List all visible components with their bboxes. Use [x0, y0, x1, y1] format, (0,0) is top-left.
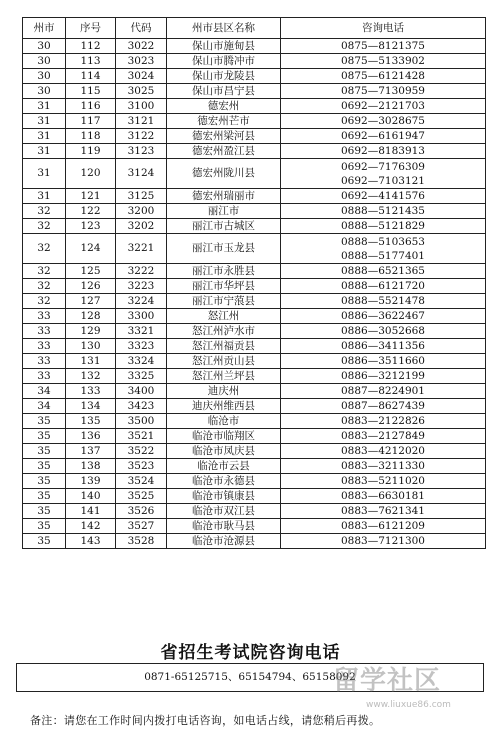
- phone-number: 0875—6121428: [341, 69, 425, 82]
- name-cell: 丽江市: [167, 204, 281, 219]
- phone-cell: [281, 234, 486, 264]
- prefecture-cell: 32: [23, 294, 66, 309]
- name-cell: 德宏州芒市: [167, 114, 281, 129]
- seq-cell: 142: [66, 519, 116, 534]
- code-cell: 3123: [116, 144, 167, 159]
- name-cell: 丽江市宁蒗县: [167, 294, 281, 309]
- name-cell: 德宏州陇川县: [167, 159, 281, 189]
- code-cell: 3500: [116, 414, 167, 429]
- table-row: [23, 459, 486, 474]
- code-cell: 3224: [116, 294, 167, 309]
- prefecture-cell: 35: [23, 519, 66, 534]
- phone-number: 0886—3622467: [341, 309, 425, 322]
- table-row: [23, 399, 486, 414]
- seq-cell: 134: [66, 399, 116, 414]
- table-header-row: [23, 18, 486, 39]
- prefecture-cell: 30: [23, 39, 66, 54]
- phone-number: 0883—7121300: [341, 534, 425, 547]
- seq-cell: 118: [66, 129, 116, 144]
- phone-cell: [281, 189, 486, 204]
- prefecture-cell: 31: [23, 189, 66, 204]
- phone-cell: [281, 474, 486, 489]
- header-code: 代码: [116, 18, 167, 39]
- name-cell: 临沧市耿马县: [167, 519, 281, 534]
- table-row: [23, 159, 486, 189]
- phone-number: 0888—5521478: [341, 294, 425, 307]
- contact-heading: 省招生考试院咨询电话: [160, 643, 341, 663]
- table-body: [23, 39, 486, 549]
- table-row: [23, 474, 486, 489]
- phone-cell: [281, 429, 486, 444]
- seq-cell: 128: [66, 309, 116, 324]
- code-cell: 3527: [116, 519, 167, 534]
- name-cell: 临沧市临翔区: [167, 429, 281, 444]
- seq-cell: 117: [66, 114, 116, 129]
- phone-cell: [281, 534, 486, 549]
- name-cell: 丽江市永胜县: [167, 264, 281, 279]
- name-cell: 怒江州兰坪县: [167, 369, 281, 384]
- table-row: [23, 354, 486, 369]
- code-cell: 3323: [116, 339, 167, 354]
- phone-cell: [281, 264, 486, 279]
- table-row: [23, 129, 486, 144]
- name-cell: 保山市昌宁县: [167, 84, 281, 99]
- phone-number: 0887—8627439: [341, 399, 425, 412]
- seq-cell: 139: [66, 474, 116, 489]
- code-cell: 3524: [116, 474, 167, 489]
- header-name: 州市县区名称: [167, 18, 281, 39]
- phone-number: 0883—2122826: [341, 414, 425, 427]
- phone-cell: [281, 99, 486, 114]
- name-cell: 临沧市双江县: [167, 504, 281, 519]
- seq-cell: 138: [66, 459, 116, 474]
- phone-number: 0692—6161947: [341, 129, 425, 142]
- phone-cell: [281, 204, 486, 219]
- code-cell: 3523: [116, 459, 167, 474]
- name-cell: 保山市施甸县: [167, 39, 281, 54]
- code-cell: 3221: [116, 234, 167, 264]
- name-cell: 怒江州贡山县: [167, 354, 281, 369]
- prefecture-cell: 32: [23, 234, 66, 264]
- code-cell: 3023: [116, 54, 167, 69]
- table-row: [23, 204, 486, 219]
- code-cell: 3100: [116, 99, 167, 114]
- prefecture-cell: 32: [23, 264, 66, 279]
- name-cell: 临沧市永德县: [167, 474, 281, 489]
- phone-cell: [281, 84, 486, 99]
- seq-cell: 136: [66, 429, 116, 444]
- table-row: [23, 369, 486, 384]
- prefecture-cell: 35: [23, 414, 66, 429]
- phone-cell: [281, 369, 486, 384]
- phone-number: 0887—8224901: [341, 384, 425, 397]
- phone-number: 0886—3411356: [341, 339, 425, 352]
- prefecture-cell: 34: [23, 384, 66, 399]
- name-cell: 临沧市凤庆县: [167, 444, 281, 459]
- phone-cell: [281, 444, 486, 459]
- footnote: 备注：请您在工作时间内拨打电话咨询，如电话占线，请您稍后再拨。: [30, 714, 381, 727]
- prefecture-cell: 32: [23, 204, 66, 219]
- name-cell: 临沧市沧源县: [167, 534, 281, 549]
- table-row: [23, 264, 486, 279]
- prefecture-cell: 33: [23, 354, 66, 369]
- phone-number: 0692—8183913: [341, 144, 425, 157]
- seq-cell: 141: [66, 504, 116, 519]
- code-cell: 3223: [116, 279, 167, 294]
- table-row: [23, 444, 486, 459]
- header-phone: 咨询电话: [281, 18, 486, 39]
- phone-number: 0888—5103653: [341, 235, 425, 248]
- name-cell: 临沧市: [167, 414, 281, 429]
- prefecture-cell: 34: [23, 399, 66, 414]
- phone-number: 0692—7103121: [341, 174, 425, 187]
- prefecture-cell: 30: [23, 54, 66, 69]
- name-cell: 德宏州瑞丽市: [167, 189, 281, 204]
- table-row: [23, 429, 486, 444]
- phone-cell: [281, 309, 486, 324]
- prefecture-cell: 31: [23, 129, 66, 144]
- code-cell: 3522: [116, 444, 167, 459]
- phone-number: 0888—5177401: [341, 249, 425, 262]
- code-cell: 3324: [116, 354, 167, 369]
- prefecture-cell: 31: [23, 144, 66, 159]
- phone-number: 0888—6121720: [341, 279, 425, 292]
- seq-cell: 120: [66, 159, 116, 189]
- prefecture-cell: 32: [23, 219, 66, 234]
- table-row: [23, 414, 486, 429]
- seq-cell: 124: [66, 234, 116, 264]
- seq-cell: 112: [66, 39, 116, 54]
- phone-cell: [281, 459, 486, 474]
- phone-cell: [281, 324, 486, 339]
- header-prefecture: 州市: [23, 18, 66, 39]
- code-cell: 3423: [116, 399, 167, 414]
- name-cell: 保山市龙陵县: [167, 69, 281, 84]
- seq-cell: 140: [66, 489, 116, 504]
- phone-number: 0888—5121435: [341, 204, 425, 217]
- code-cell: 3200: [116, 204, 167, 219]
- name-cell: 保山市腾冲市: [167, 54, 281, 69]
- seq-cell: 129: [66, 324, 116, 339]
- code-cell: 3222: [116, 264, 167, 279]
- prefecture-cell: 31: [23, 114, 66, 129]
- phone-number: 0883—5211020: [341, 474, 425, 487]
- phone-number: 0883—3211330: [341, 459, 425, 472]
- code-cell: 3124: [116, 159, 167, 189]
- seq-cell: 115: [66, 84, 116, 99]
- name-cell: 迪庆州维西县: [167, 399, 281, 414]
- phone-number: 0883—6121209: [341, 519, 425, 532]
- name-cell: 德宏州梁河县: [167, 129, 281, 144]
- seq-cell: 122: [66, 204, 116, 219]
- code-cell: 3300: [116, 309, 167, 324]
- phone-number: 0886—3511660: [341, 354, 425, 367]
- prefecture-cell: 31: [23, 159, 66, 189]
- seq-cell: 131: [66, 354, 116, 369]
- table-row: [23, 84, 486, 99]
- phone-cell: [281, 414, 486, 429]
- prefecture-cell: 33: [23, 339, 66, 354]
- phone-cell: [281, 219, 486, 234]
- table-row: [23, 384, 486, 399]
- name-cell: 丽江市古城区: [167, 219, 281, 234]
- phone-cell: [281, 129, 486, 144]
- phone-cell: [281, 519, 486, 534]
- name-cell: 临沧市镇康县: [167, 489, 281, 504]
- table-row: [23, 489, 486, 504]
- name-cell: 德宏州: [167, 99, 281, 114]
- contact-phones-box: 0871-65125715、65154794、65158092: [16, 663, 484, 692]
- consultation-phone-table: [22, 17, 486, 549]
- phone-number: 0875—5133902: [341, 54, 425, 67]
- seq-cell: 130: [66, 339, 116, 354]
- name-cell: 临沧市云县: [167, 459, 281, 474]
- code-cell: 3528: [116, 534, 167, 549]
- prefecture-cell: 30: [23, 84, 66, 99]
- prefecture-cell: 35: [23, 474, 66, 489]
- code-cell: 3024: [116, 69, 167, 84]
- phone-number: 0883—6630181: [341, 489, 425, 502]
- phone-number: 0692—4141576: [341, 189, 425, 202]
- prefecture-cell: 35: [23, 489, 66, 504]
- table-row: [23, 39, 486, 54]
- table-row: [23, 144, 486, 159]
- table-row: [23, 324, 486, 339]
- seq-cell: 116: [66, 99, 116, 114]
- phone-number: 0886—3052668: [341, 324, 425, 337]
- table-row: [23, 114, 486, 129]
- code-cell: 3325: [116, 369, 167, 384]
- phone-cell: [281, 294, 486, 309]
- code-cell: 3121: [116, 114, 167, 129]
- phone-cell: [281, 159, 486, 189]
- phone-cell: [281, 504, 486, 519]
- code-cell: 3525: [116, 489, 167, 504]
- code-cell: 3022: [116, 39, 167, 54]
- seq-cell: 135: [66, 414, 116, 429]
- phone-cell: [281, 354, 486, 369]
- table-row: [23, 189, 486, 204]
- seq-cell: 113: [66, 54, 116, 69]
- name-cell: 迪庆州: [167, 384, 281, 399]
- prefecture-cell: 35: [23, 429, 66, 444]
- phone-number: 0888—6521365: [341, 264, 425, 277]
- prefecture-cell: 35: [23, 504, 66, 519]
- phone-number: 0883—2127849: [341, 429, 425, 442]
- name-cell: 丽江市玉龙县: [167, 234, 281, 264]
- code-cell: 3521: [116, 429, 167, 444]
- name-cell: 怒江州泸水市: [167, 324, 281, 339]
- table-row: [23, 309, 486, 324]
- table-row: [23, 234, 486, 264]
- prefecture-cell: 33: [23, 369, 66, 384]
- prefecture-cell: 35: [23, 459, 66, 474]
- watermark-logo: 留学社区: [333, 666, 442, 696]
- phone-cell: [281, 69, 486, 84]
- phone-number: 0883—4212020: [341, 444, 425, 457]
- table-row: [23, 504, 486, 519]
- seq-cell: 125: [66, 264, 116, 279]
- code-cell: 3025: [116, 84, 167, 99]
- name-cell: 怒江州福贡县: [167, 339, 281, 354]
- phone-cell: [281, 114, 486, 129]
- seq-cell: 114: [66, 69, 116, 84]
- phone-cell: [281, 339, 486, 354]
- phone-cell: [281, 399, 486, 414]
- watermark-url: www.liuxue86.com: [366, 700, 451, 710]
- name-cell: 怒江州: [167, 309, 281, 324]
- code-cell: 3125: [116, 189, 167, 204]
- phone-cell: [281, 489, 486, 504]
- seq-cell: 133: [66, 384, 116, 399]
- table-row: [23, 219, 486, 234]
- seq-cell: 121: [66, 189, 116, 204]
- prefecture-cell: 33: [23, 309, 66, 324]
- table-row: [23, 339, 486, 354]
- code-cell: 3202: [116, 219, 167, 234]
- phone-number: 0692—2121703: [341, 99, 425, 112]
- phone-cell: [281, 54, 486, 69]
- phone-cell: [281, 279, 486, 294]
- name-cell: 丽江市华坪县: [167, 279, 281, 294]
- prefecture-cell: 35: [23, 534, 66, 549]
- phone-number: 0886—3212199: [341, 369, 425, 382]
- phone-cell: [281, 39, 486, 54]
- phone-number: 0888—5121829: [341, 219, 425, 232]
- phone-number: 0875—8121375: [341, 39, 425, 52]
- phone-cell: [281, 384, 486, 399]
- table-row: [23, 519, 486, 534]
- prefecture-cell: 33: [23, 324, 66, 339]
- phone-number: 0692—3028675: [341, 114, 425, 127]
- code-cell: 3122: [116, 129, 167, 144]
- code-cell: 3526: [116, 504, 167, 519]
- phone-cell: [281, 144, 486, 159]
- phone-number: 0875—7130959: [341, 84, 425, 97]
- table-row: [23, 54, 486, 69]
- seq-cell: 127: [66, 294, 116, 309]
- table-row: [23, 279, 486, 294]
- table-row: [23, 534, 486, 549]
- seq-cell: 123: [66, 219, 116, 234]
- prefecture-cell: 35: [23, 444, 66, 459]
- prefecture-cell: 31: [23, 99, 66, 114]
- seq-cell: 126: [66, 279, 116, 294]
- header-seq: 序号: [66, 18, 116, 39]
- table-row: [23, 294, 486, 309]
- code-cell: 3400: [116, 384, 167, 399]
- phone-number: 0883—7621341: [341, 504, 425, 517]
- code-cell: 3321: [116, 324, 167, 339]
- seq-cell: 143: [66, 534, 116, 549]
- table-row: [23, 69, 486, 84]
- seq-cell: 132: [66, 369, 116, 384]
- phone-number: 0692—7176309: [341, 160, 425, 173]
- seq-cell: 119: [66, 144, 116, 159]
- seq-cell: 137: [66, 444, 116, 459]
- name-cell: 德宏州盈江县: [167, 144, 281, 159]
- prefecture-cell: 30: [23, 69, 66, 84]
- table-row: [23, 99, 486, 114]
- prefecture-cell: 32: [23, 279, 66, 294]
